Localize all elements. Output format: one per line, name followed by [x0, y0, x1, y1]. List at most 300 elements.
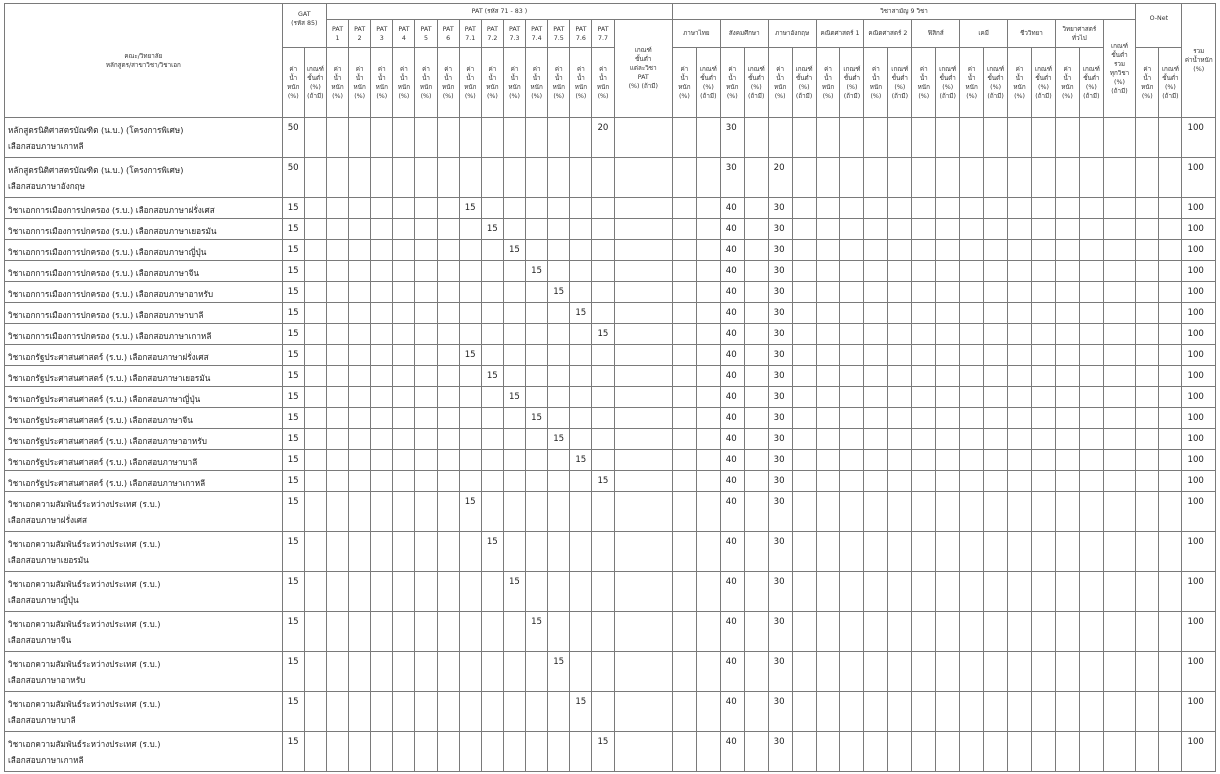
onet-weight [1136, 282, 1159, 303]
table-row [5, 492, 1216, 532]
subject-weight [1055, 219, 1079, 240]
subject-weight [672, 450, 696, 471]
subject-weight [912, 303, 936, 324]
gat-min [304, 532, 326, 572]
pat-weight: 15 [459, 345, 481, 366]
pat-min [614, 158, 672, 198]
subject-weight [912, 118, 936, 158]
subject-weight [1008, 198, 1032, 219]
subject-weight [960, 345, 984, 366]
english-weight: 30 [768, 261, 792, 282]
subject-weight [1008, 652, 1032, 692]
nine-min-total [1103, 118, 1135, 158]
pat-weight [459, 692, 481, 732]
pat-weight [548, 118, 570, 158]
subject-min [744, 324, 768, 345]
subject-min [744, 692, 768, 732]
onet-min [1159, 219, 1182, 240]
subject-min [792, 387, 816, 408]
pat-weight [592, 612, 614, 652]
gat-weight: 15 [282, 345, 304, 366]
english-weight: 30 [768, 492, 792, 532]
total-weight: 100 [1182, 652, 1216, 692]
pat-weight [548, 572, 570, 612]
nine-min-total [1103, 612, 1135, 652]
pat-subject-header: PAT 7.1 [459, 20, 481, 48]
program-name-line: วิชาเอกรัฐประศาสนศาสตร์ (ร.บ.) เลือกสอบภาษาบาลี [8, 457, 198, 467]
gat-min [304, 572, 326, 612]
pat-weight [371, 612, 393, 652]
subject-weight-header: ค่า น้ำ หนัก (%) [864, 48, 888, 118]
pat-weight [415, 450, 437, 471]
pat-weight [459, 240, 481, 261]
pat-weight [415, 612, 437, 652]
pat-min [614, 532, 672, 572]
pat-weight [459, 429, 481, 450]
english-weight: 30 [768, 532, 792, 572]
pat-weight [526, 282, 548, 303]
subject-min [840, 429, 864, 450]
program-name-line: วิชาเอกการเมืองการปกครอง (ร.บ.) เลือกสอบภาษาฝรั่งเศส [8, 205, 215, 215]
subject-min [840, 118, 864, 158]
onet-weight [1136, 240, 1159, 261]
subject-min [840, 652, 864, 692]
subject-weight [864, 612, 888, 652]
nine-min-total [1103, 198, 1135, 219]
subject-min [792, 324, 816, 345]
pat-weight-header: ค่า น้ำ หนัก (%) [393, 48, 415, 118]
pat-weight [481, 652, 503, 692]
subject-weight [672, 732, 696, 772]
subject-weight [672, 282, 696, 303]
pat-weight [548, 408, 570, 429]
social-weight: 40 [720, 219, 744, 240]
subject-min [744, 572, 768, 612]
pat-weight [349, 387, 371, 408]
pat-weight [371, 198, 393, 219]
pat-weight [349, 282, 371, 303]
gat-weight: 15 [282, 492, 304, 532]
subject-weight [960, 261, 984, 282]
program-name [5, 532, 283, 572]
program-name [5, 387, 283, 408]
pat-weight [548, 324, 570, 345]
subject-weight [960, 408, 984, 429]
subject-min [1079, 408, 1103, 429]
nine-min-total [1103, 429, 1135, 450]
program-name [5, 345, 283, 366]
subject-weight [912, 612, 936, 652]
subject-weight [912, 732, 936, 772]
nine-min-total [1103, 492, 1135, 532]
pat-weight-header: ค่า น้ำ หนัก (%) [481, 48, 503, 118]
subject-weight [960, 303, 984, 324]
pat-weight [371, 261, 393, 282]
subject-weight [816, 345, 840, 366]
subject-weight [816, 652, 840, 692]
onet-weight [1136, 345, 1159, 366]
total-weight: 100 [1182, 612, 1216, 652]
gat-min [304, 198, 326, 219]
pat-weight [415, 408, 437, 429]
subject-min [840, 732, 864, 772]
subject-weight [960, 652, 984, 692]
admission-weight-table-sheet [4, 3, 1216, 772]
nine-min-total [1103, 345, 1135, 366]
table-row [5, 532, 1216, 572]
pat-weight [570, 652, 592, 692]
social-weight: 40 [720, 303, 744, 324]
gat-min [304, 219, 326, 240]
subject-weight [960, 219, 984, 240]
pat-subject-header: PAT 6 [437, 20, 459, 48]
subject-weight [960, 198, 984, 219]
gat-weight: 15 [282, 450, 304, 471]
program-name [5, 240, 283, 261]
subject-weight [1055, 158, 1079, 198]
onet-min [1159, 282, 1182, 303]
subject-weight [672, 158, 696, 198]
onet-weight [1136, 652, 1159, 692]
onet-weight [1136, 692, 1159, 732]
total-weight: 100 [1182, 219, 1216, 240]
subject-min [936, 532, 960, 572]
subject-min [936, 240, 960, 261]
subject-weight [960, 612, 984, 652]
pat-subject-header: PAT 2 [349, 20, 371, 48]
pat-weight [437, 366, 459, 387]
onet-min [1159, 450, 1182, 471]
subject-min [1079, 345, 1103, 366]
pat-weight [570, 612, 592, 652]
subject-min [696, 219, 720, 240]
subject-min [744, 450, 768, 471]
subject-weight [1008, 408, 1032, 429]
pat-weight [393, 118, 415, 158]
subject-min [984, 492, 1008, 532]
pat-weight [592, 387, 614, 408]
subject-weight [816, 532, 840, 572]
gat-min [304, 118, 326, 158]
subject-min [792, 303, 816, 324]
gat-min [304, 692, 326, 732]
gat-weight: 50 [282, 118, 304, 158]
subject-min [984, 612, 1008, 652]
subject-min [984, 324, 1008, 345]
gat-min [304, 471, 326, 492]
subject-min-header: เกณฑ์ ขั้นต่ำ (%) (ถ้ามี) [1079, 48, 1103, 118]
pat-weight [349, 118, 371, 158]
pat-weight [326, 532, 348, 572]
pat-weight [371, 492, 393, 532]
gat-weight: 15 [282, 429, 304, 450]
subject-min [1079, 450, 1103, 471]
pat-min-header: เกณฑ์ ขั้นต่ำ แต่ละวิชา PAT (%) (ถ้ามี) [614, 20, 672, 118]
pat-weight-header: ค่า น้ำ หนัก (%) [349, 48, 371, 118]
onet-weight [1136, 612, 1159, 652]
pat-weight [326, 572, 348, 612]
subject-min [840, 198, 864, 219]
total-weight: 100 [1182, 450, 1216, 471]
english-weight: 30 [768, 450, 792, 471]
subject-min [696, 198, 720, 219]
table-row [5, 387, 1216, 408]
subject-weight [912, 387, 936, 408]
pat-weight [415, 261, 437, 282]
subject-min [696, 387, 720, 408]
gat-weight: 15 [282, 219, 304, 240]
table-row [5, 612, 1216, 652]
nine-min-total [1103, 158, 1135, 198]
program-name [5, 612, 283, 652]
gat-min [304, 158, 326, 198]
pat-weight [481, 198, 503, 219]
pat-weight [393, 387, 415, 408]
pat-weight [326, 429, 348, 450]
pat-weight [570, 282, 592, 303]
pat-weight [503, 532, 525, 572]
pat-weight [526, 345, 548, 366]
pat-weight [393, 261, 415, 282]
pat-weight-header: ค่า น้ำ หนัก (%) [459, 48, 481, 118]
subject-weight [864, 240, 888, 261]
subject-min [1031, 345, 1055, 366]
pat-weight [503, 198, 525, 219]
table-row [5, 692, 1216, 732]
subject-min [1031, 572, 1055, 612]
social-weight: 40 [720, 612, 744, 652]
pat-weight [371, 366, 393, 387]
pat-weight: 15 [526, 408, 548, 429]
subject-weight [912, 572, 936, 612]
nine-min-total [1103, 240, 1135, 261]
subject-weight [672, 345, 696, 366]
program-name-line: วิชาเอกความสัมพันธ์ระหว่างประเทศ (ร.บ.) [8, 659, 161, 669]
pat-weight-header: ค่า น้ำ หนัก (%) [570, 48, 592, 118]
subject-min [840, 471, 864, 492]
program-name [5, 158, 283, 198]
onet-min [1159, 732, 1182, 772]
subject-min [840, 282, 864, 303]
pat-weight [459, 303, 481, 324]
onet-min [1159, 345, 1182, 366]
onet-weight [1136, 387, 1159, 408]
program-name-line: วิชาเอกการเมืองการปกครอง (ร.บ.) เลือกสอบภาษาญี่ปุ่น [8, 247, 207, 257]
pat-min [614, 692, 672, 732]
subject-min [792, 118, 816, 158]
subject-min [696, 532, 720, 572]
subject-min [744, 652, 768, 692]
onet-min [1159, 572, 1182, 612]
subject-min-header: เกณฑ์ ขั้นต่ำ (%) (ถ้ามี) [936, 48, 960, 118]
table-row [5, 345, 1216, 366]
program-name-line: วิชาเอกการเมืองการปกครอง (ร.บ.) เลือกสอบภาษาจีน [8, 268, 199, 278]
pat-weight [393, 572, 415, 612]
pat-weight [393, 532, 415, 572]
pat-weight [393, 345, 415, 366]
pat-subject-header: PAT 7.3 [503, 20, 525, 48]
subject-min [1031, 732, 1055, 772]
program-name [5, 366, 283, 387]
pat-weight [526, 532, 548, 572]
pat-weight [592, 532, 614, 572]
subject-min [1079, 240, 1103, 261]
subject-weight [1008, 345, 1032, 366]
onet-weight [1136, 198, 1159, 219]
onet-weight [1136, 261, 1159, 282]
pat-weight [437, 450, 459, 471]
subject-min [840, 324, 864, 345]
pat-weight [570, 240, 592, 261]
subject-weight [1008, 692, 1032, 732]
pat-weight [415, 429, 437, 450]
pat-weight [326, 240, 348, 261]
subject-min-header: เกณฑ์ ขั้นต่ำ (%) (ถ้ามี) [696, 48, 720, 118]
program-name-line: วิชาเอกรัฐประศาสนศาสตร์ (ร.บ.) เลือกสอบภาษาอาหรับ [8, 436, 207, 446]
subject-min [1079, 324, 1103, 345]
subject-header: ภาษาไทย [672, 20, 720, 48]
gat-weight: 15 [282, 471, 304, 492]
gat-min [304, 652, 326, 692]
social-weight: 30 [720, 158, 744, 198]
pat-weight [592, 345, 614, 366]
pat-weight [548, 366, 570, 387]
gat-weight: 15 [282, 324, 304, 345]
pat-weight [459, 366, 481, 387]
subject-weight [960, 324, 984, 345]
onet-weight [1136, 303, 1159, 324]
program-name [5, 198, 283, 219]
subject-min [984, 429, 1008, 450]
subject-min [888, 652, 912, 692]
subject-weight [672, 612, 696, 652]
subject-weight-header: ค่า น้ำ หนัก (%) [1055, 48, 1079, 118]
pat-weight [526, 366, 548, 387]
subject-min [792, 692, 816, 732]
subject-weight [1008, 532, 1032, 572]
program-name-line: เลือกสอบภาษาเยอรมัน [8, 555, 89, 565]
pat-weight [326, 366, 348, 387]
subject-min [840, 572, 864, 612]
pat-weight [526, 219, 548, 240]
subject-min [888, 692, 912, 732]
table-row [5, 198, 1216, 219]
subject-min [744, 612, 768, 652]
pat-weight [393, 429, 415, 450]
pat-weight [481, 692, 503, 732]
subject-min [792, 450, 816, 471]
gat-weight: 15 [282, 612, 304, 652]
subject-weight [1008, 612, 1032, 652]
program-name-line: เลือกสอบภาษาเกาหลี [8, 755, 84, 765]
subject-min [1079, 198, 1103, 219]
subject-min [744, 471, 768, 492]
pat-weight [326, 345, 348, 366]
pat-weight [326, 261, 348, 282]
subject-weight [1008, 240, 1032, 261]
pat-weight [526, 572, 548, 612]
pat-weight [526, 450, 548, 471]
pat-weight: 15 [548, 429, 570, 450]
onet-weight [1136, 492, 1159, 532]
subject-weight [1055, 240, 1079, 261]
subject-min [696, 282, 720, 303]
pat-weight-header: ค่า น้ำ หนัก (%) [437, 48, 459, 118]
pat-weight [415, 324, 437, 345]
subject-weight [672, 219, 696, 240]
subject-min [1031, 366, 1055, 387]
subject-weight [672, 366, 696, 387]
pat-weight [592, 219, 614, 240]
subject-weight [960, 471, 984, 492]
english-weight: 30 [768, 345, 792, 366]
subject-weight [864, 532, 888, 572]
nine-min-total [1103, 366, 1135, 387]
subject-min [792, 408, 816, 429]
pat-min [614, 240, 672, 261]
pat-weight [548, 471, 570, 492]
subject-weight [1055, 118, 1079, 158]
pat-weight [326, 158, 348, 198]
pat-weight [393, 732, 415, 772]
pat-weight [481, 732, 503, 772]
social-weight: 40 [720, 572, 744, 612]
pat-weight: 15 [459, 198, 481, 219]
subject-weight [768, 118, 792, 158]
onet-weight [1136, 532, 1159, 572]
onet-min [1159, 366, 1182, 387]
subject-min [840, 387, 864, 408]
pat-weight [570, 387, 592, 408]
english-weight: 30 [768, 303, 792, 324]
gat-weight: 50 [282, 158, 304, 198]
program-name [5, 450, 283, 471]
onet-weight [1136, 471, 1159, 492]
pat-weight [393, 303, 415, 324]
subject-weight [1008, 429, 1032, 450]
pat-weight [415, 532, 437, 572]
gat-weight: 15 [282, 303, 304, 324]
gat-weight: 15 [282, 692, 304, 732]
english-weight: 30 [768, 366, 792, 387]
subject-weight [912, 261, 936, 282]
pat-weight [437, 118, 459, 158]
pat-subject-header: PAT 7.5 [548, 20, 570, 48]
subject-min [792, 572, 816, 612]
pat-weight-header: ค่า น้ำ หนัก (%) [526, 48, 548, 118]
subject-header: คณิตศาสตร์ 1 [816, 20, 864, 48]
pat-weight [415, 732, 437, 772]
pat-min [614, 118, 672, 158]
subject-min [984, 303, 1008, 324]
program-name-line: วิชาเอกการเมืองการปกครอง (ร.บ.) เลือกสอบภาษาบาลี [8, 310, 204, 320]
pat-weight [526, 303, 548, 324]
pat-weight [371, 387, 393, 408]
program-name-line: วิชาเอกความสัมพันธ์ระหว่างประเทศ (ร.บ.) [8, 699, 161, 709]
pat-weight [349, 324, 371, 345]
total-weight-header: รวม ค่าน้ำหนัก (%) [1182, 4, 1216, 118]
subject-min [936, 219, 960, 240]
onet-min-header: เกณฑ์ ขั้นต่ำ (%) (ถ้ามี) [1159, 48, 1182, 118]
program-name-line: เลือกสอบภาษาจีน [8, 635, 72, 645]
subject-weight [912, 652, 936, 692]
subject-min [1079, 492, 1103, 532]
pat-weight [592, 303, 614, 324]
pat-weight [371, 219, 393, 240]
program-name-line: วิชาเอกการเมืองการปกครอง (ร.บ.) เลือกสอบภาษาเกาหลี [8, 331, 212, 341]
subject-weight [864, 303, 888, 324]
subject-weight [912, 366, 936, 387]
